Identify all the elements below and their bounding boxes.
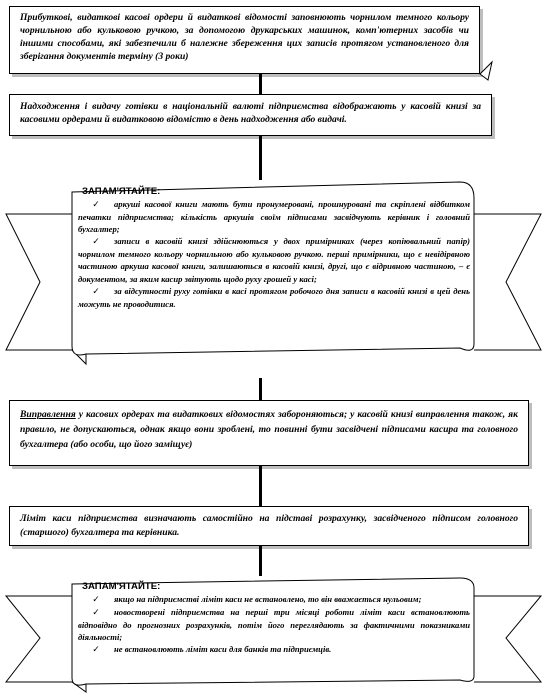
remember-heading: ЗАПАМ'ЯТАЙТЕ:: [82, 186, 161, 197]
remember-content: [78, 186, 470, 310]
checkmark-icon: ✓: [92, 645, 100, 656]
connector-line: [259, 546, 262, 576]
remember-content: [78, 581, 470, 656]
list-item: ✓ не встановлюють ліміт каси для банків та підприємців.: [78, 643, 470, 656]
rule-text-cash-orders: Прибуткові, видаткові касові ордери й видаткові відомості заповнюють чорнилом темного кольору чорнильною або кульковою ручкою, за допомогою друкарських машинок, комп'ютерних засобів чи іншими способами, які забезпечили б належне збереження цих записів протягом установленого для зберігання документів терміну (3 роки): [20, 12, 469, 62]
connector-line: [259, 136, 262, 180]
folded-corner-decoration: [440, 52, 500, 92]
remember-heading: ЗАПАМ'ЯТАЙТЕ:: [82, 581, 161, 592]
rule-box-corrections: [9, 400, 529, 466]
connector-line: [259, 74, 262, 94]
remember-banner-cash-limit: [0, 574, 546, 696]
rule-box-cash-orders: [9, 6, 480, 74]
rule-box-cash-book-entries: [9, 94, 492, 136]
rule-box-cash-limit: [9, 506, 529, 546]
list-item: ✓ аркуші касової книги мають бути пронумеровані, прошнуровані та скріплені відбитком печатки підприємства; кількість аркушів своїм підписами засвідчують керівник і головний бухгалтер;: [78, 199, 470, 235]
checkmark-icon: ✓: [92, 237, 100, 248]
checkmark-icon: ✓: [92, 608, 100, 619]
rule-lead-word: Виправлення: [20, 409, 76, 420]
list-item: ✓ якщо на підприємстві ліміт каси не встановлено, то він вважається нульовим;: [78, 593, 470, 606]
list-item: ✓ записи в касовій книзі здійснюються у двох примірниках (через копіювальний папір) чорнилом темного кольору чорнильною або кульковою ручкою. перші примірники, що є невідірвною частиною аркуша касової книги, залишаються в касовій книзі, другі, що є відривною частиною, – є документом, за яким касир звітують щодо руху грошей у касі;: [78, 236, 470, 284]
list-item: ✓ за відсутності руху готівки в касі протягом робочого дня записи в касовій книзі в цей день можуть не проводитися.: [78, 285, 470, 309]
rule-text-corrections: у касових ордерах та видаткових відомостях забороняються; у касовій книзі виправлення також, як правило, не допускаються, однак якщо вони зроблені, то повинні бути засвідчені підписами касира та головного бухгалтера (або особи, що його заміщує): [20, 409, 518, 450]
checkmark-icon: ✓: [92, 286, 100, 297]
connector-line: [259, 378, 262, 400]
remember-banner-cash-book: [0, 178, 546, 378]
checkmark-icon: ✓: [92, 595, 100, 605]
checkmark-icon: ✓: [92, 200, 100, 210]
rule-text-cash-limit: Ліміт каси підприємства визначають самостійно на підставі розрахунку, засвідченого підписом головного (старшого) бухгалтера та керівника.: [20, 513, 518, 538]
rule-text-cash-book-entries: Надходження і видачу готівки в національній валюті підприємства відображають у касовій книзі за касовими ордерами й видатковою відомістю в день надходження або видачі.: [20, 101, 481, 125]
connector-line: [259, 466, 262, 506]
list-item: ✓ новостворені підприємства на перші три місяці роботи ліміт каси встановлюють відповідно до прогнозних розрахунків, потім його переглядають за фактичними показниками діяльності;: [78, 607, 470, 643]
